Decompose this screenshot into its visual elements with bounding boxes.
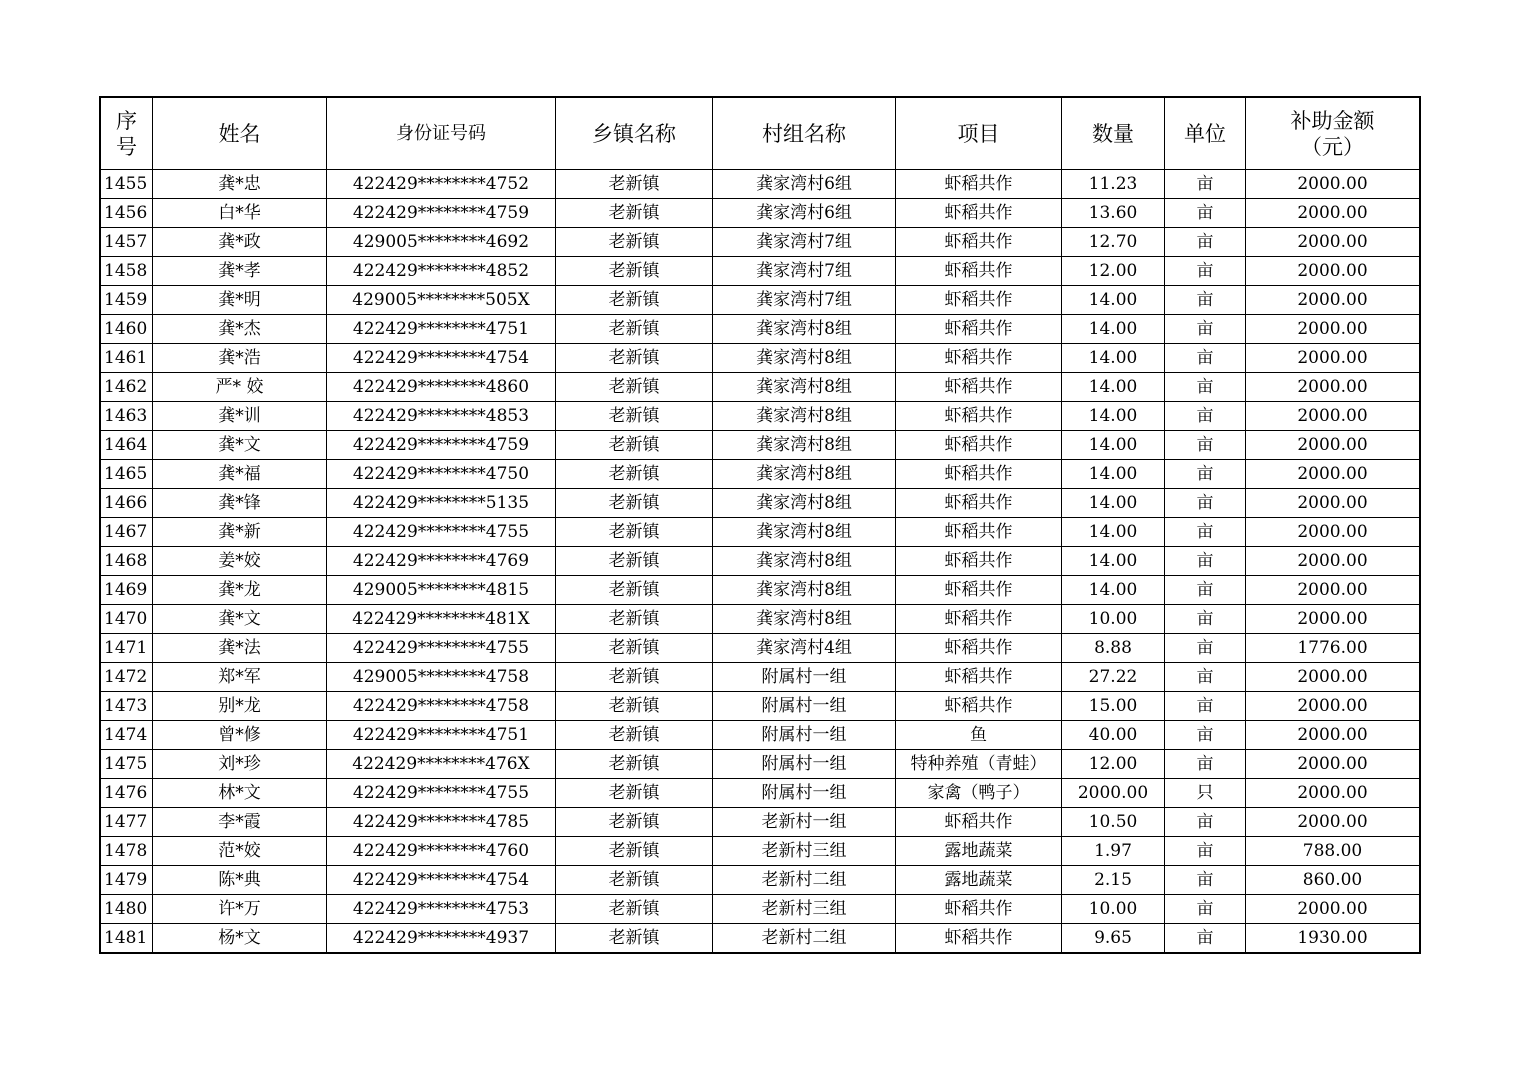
- table-row: [101, 895, 1420, 924]
- township-cell: 老新镇: [556, 373, 713, 402]
- id-number-cell: 422429********4759: [327, 199, 556, 228]
- village-group-cell: 龚家湾村8组: [713, 315, 896, 344]
- village-group-cell: 龚家湾村8组: [713, 431, 896, 460]
- id-number-cell: 422429********4760: [327, 837, 556, 866]
- seq-cell: 1468: [101, 547, 153, 576]
- township-cell: 老新镇: [556, 779, 713, 808]
- table-row: [101, 344, 1420, 373]
- project-cell: 特种养殖（青蛙）: [896, 750, 1062, 779]
- project-cell: 家禽（鸭子）: [896, 779, 1062, 808]
- name-cell: 龚*文: [153, 431, 327, 460]
- table-header: [101, 98, 1420, 170]
- unit-cell: 亩: [1165, 866, 1246, 895]
- table-row: [101, 373, 1420, 402]
- name-cell: 龚*杰: [153, 315, 327, 344]
- village-group-cell: 龚家湾村8组: [713, 605, 896, 634]
- table-row: [101, 692, 1420, 721]
- unit-cell: 亩: [1165, 924, 1246, 953]
- header-id-number: 身份证号码: [327, 98, 556, 170]
- id-number-cell: 422429********4853: [327, 402, 556, 431]
- township-cell: 老新镇: [556, 866, 713, 895]
- id-number-cell: 422429********481X: [327, 605, 556, 634]
- table-row: [101, 489, 1420, 518]
- seq-cell: 1457: [101, 228, 153, 257]
- project-cell: 虾稻共作: [896, 663, 1062, 692]
- project-cell: 虾稻共作: [896, 228, 1062, 257]
- quantity-cell: 14.00: [1062, 344, 1165, 373]
- project-cell: 虾稻共作: [896, 605, 1062, 634]
- amount-cell: 2000.00: [1246, 547, 1420, 576]
- village-group-cell: 龚家湾村7组: [713, 286, 896, 315]
- name-cell: 林*文: [153, 779, 327, 808]
- name-cell: 龚*法: [153, 634, 327, 663]
- quantity-cell: 1.97: [1062, 837, 1165, 866]
- table-row: [101, 750, 1420, 779]
- table-row: [101, 634, 1420, 663]
- seq-cell: 1467: [101, 518, 153, 547]
- village-group-cell: 附属村一组: [713, 750, 896, 779]
- unit-cell: 亩: [1165, 518, 1246, 547]
- id-number-cell: 422429********4754: [327, 866, 556, 895]
- seq-cell: 1458: [101, 257, 153, 286]
- quantity-cell: 11.23: [1062, 170, 1165, 199]
- seq-cell: 1463: [101, 402, 153, 431]
- project-cell: 虾稻共作: [896, 895, 1062, 924]
- village-group-cell: 龚家湾村6组: [713, 170, 896, 199]
- table-row: [101, 547, 1420, 576]
- name-cell: 龚*明: [153, 286, 327, 315]
- quantity-cell: 14.00: [1062, 431, 1165, 460]
- amount-cell: 2000.00: [1246, 199, 1420, 228]
- name-cell: 别*龙: [153, 692, 327, 721]
- table-row: [101, 431, 1420, 460]
- table-row: [101, 286, 1420, 315]
- unit-cell: 亩: [1165, 721, 1246, 750]
- id-number-cell: 422429********4759: [327, 431, 556, 460]
- project-cell: 虾稻共作: [896, 924, 1062, 953]
- name-cell: 范*姣: [153, 837, 327, 866]
- header-row: [101, 98, 1420, 170]
- project-cell: 虾稻共作: [896, 460, 1062, 489]
- table-row: [101, 199, 1420, 228]
- seq-cell: 1456: [101, 199, 153, 228]
- quantity-cell: 2.15: [1062, 866, 1165, 895]
- quantity-cell: 12.70: [1062, 228, 1165, 257]
- village-group-cell: 龚家湾村8组: [713, 518, 896, 547]
- project-cell: 虾稻共作: [896, 170, 1062, 199]
- unit-cell: 亩: [1165, 228, 1246, 257]
- quantity-cell: 27.22: [1062, 663, 1165, 692]
- header-seq-line1: 序: [116, 108, 137, 133]
- township-cell: 老新镇: [556, 808, 713, 837]
- unit-cell: 亩: [1165, 373, 1246, 402]
- quantity-cell: 10.00: [1062, 895, 1165, 924]
- township-cell: 老新镇: [556, 199, 713, 228]
- township-cell: 老新镇: [556, 924, 713, 953]
- township-cell: 老新镇: [556, 518, 713, 547]
- amount-cell: 2000.00: [1246, 576, 1420, 605]
- township-cell: 老新镇: [556, 286, 713, 315]
- unit-cell: 亩: [1165, 663, 1246, 692]
- table-row: [101, 779, 1420, 808]
- seq-cell: 1455: [101, 170, 153, 199]
- id-number-cell: 422429********4753: [327, 895, 556, 924]
- township-cell: 老新镇: [556, 576, 713, 605]
- township-cell: 老新镇: [556, 547, 713, 576]
- amount-cell: 2000.00: [1246, 344, 1420, 373]
- quantity-cell: 14.00: [1062, 373, 1165, 402]
- id-number-cell: 422429********4769: [327, 547, 556, 576]
- village-group-cell: 附属村一组: [713, 692, 896, 721]
- unit-cell: 亩: [1165, 315, 1246, 344]
- quantity-cell: 14.00: [1062, 576, 1165, 605]
- unit-cell: 亩: [1165, 489, 1246, 518]
- name-cell: 姜*姣: [153, 547, 327, 576]
- seq-cell: 1465: [101, 460, 153, 489]
- name-cell: 严* 姣: [153, 373, 327, 402]
- seq-cell: 1475: [101, 750, 153, 779]
- seq-cell: 1469: [101, 576, 153, 605]
- id-number-cell: 429005********4692: [327, 228, 556, 257]
- quantity-cell: 15.00: [1062, 692, 1165, 721]
- header-amount-line1: 补助金额: [1290, 108, 1375, 133]
- quantity-cell: 2000.00: [1062, 779, 1165, 808]
- name-cell: 龚*孝: [153, 257, 327, 286]
- table-row: [101, 170, 1420, 199]
- township-cell: 老新镇: [556, 750, 713, 779]
- name-cell: 刘*珍: [153, 750, 327, 779]
- unit-cell: 亩: [1165, 576, 1246, 605]
- amount-cell: 1776.00: [1246, 634, 1420, 663]
- township-cell: 老新镇: [556, 431, 713, 460]
- seq-cell: 1464: [101, 431, 153, 460]
- amount-cell: 860.00: [1246, 866, 1420, 895]
- amount-cell: 788.00: [1246, 837, 1420, 866]
- subsidy-table: [100, 97, 1420, 953]
- name-cell: 龚*政: [153, 228, 327, 257]
- header-project: 项目: [896, 98, 1062, 170]
- amount-cell: 2000.00: [1246, 373, 1420, 402]
- amount-cell: 2000.00: [1246, 750, 1420, 779]
- project-cell: 露地蔬菜: [896, 866, 1062, 895]
- quantity-cell: 14.00: [1062, 489, 1165, 518]
- table-row: [101, 837, 1420, 866]
- header-village-group: 村组名称: [713, 98, 896, 170]
- seq-cell: 1473: [101, 692, 153, 721]
- seq-cell: 1460: [101, 315, 153, 344]
- project-cell: 虾稻共作: [896, 344, 1062, 373]
- township-cell: 老新镇: [556, 837, 713, 866]
- project-cell: 虾稻共作: [896, 315, 1062, 344]
- township-cell: 老新镇: [556, 170, 713, 199]
- id-number-cell: 422429********4755: [327, 634, 556, 663]
- header-name: 姓名: [153, 98, 327, 170]
- amount-cell: 1930.00: [1246, 924, 1420, 953]
- quantity-cell: 14.00: [1062, 315, 1165, 344]
- township-cell: 老新镇: [556, 402, 713, 431]
- project-cell: 虾稻共作: [896, 576, 1062, 605]
- table-row: [101, 924, 1420, 953]
- project-cell: 虾稻共作: [896, 692, 1062, 721]
- table-row: [101, 663, 1420, 692]
- table-row: [101, 518, 1420, 547]
- township-cell: 老新镇: [556, 344, 713, 373]
- id-number-cell: 422429********4860: [327, 373, 556, 402]
- amount-cell: 2000.00: [1246, 228, 1420, 257]
- seq-cell: 1470: [101, 605, 153, 634]
- id-number-cell: 422429********4755: [327, 518, 556, 547]
- id-number-cell: 422429********4751: [327, 315, 556, 344]
- amount-cell: 2000.00: [1246, 170, 1420, 199]
- seq-cell: 1476: [101, 779, 153, 808]
- table-row: [101, 866, 1420, 895]
- project-cell: 虾稻共作: [896, 402, 1062, 431]
- id-number-cell: 422429********4785: [327, 808, 556, 837]
- village-group-cell: 老新村一组: [713, 808, 896, 837]
- amount-cell: 2000.00: [1246, 286, 1420, 315]
- project-cell: 露地蔬菜: [896, 837, 1062, 866]
- name-cell: 龚*文: [153, 605, 327, 634]
- table-row: [101, 605, 1420, 634]
- table-row: [101, 808, 1420, 837]
- seq-cell: 1474: [101, 721, 153, 750]
- quantity-cell: 10.50: [1062, 808, 1165, 837]
- village-group-cell: 老新村三组: [713, 837, 896, 866]
- header-amount-line2: （元）: [1301, 134, 1364, 159]
- unit-cell: 亩: [1165, 837, 1246, 866]
- unit-cell: 亩: [1165, 402, 1246, 431]
- township-cell: 老新镇: [556, 634, 713, 663]
- quantity-cell: 14.00: [1062, 518, 1165, 547]
- amount-cell: 2000.00: [1246, 257, 1420, 286]
- name-cell: 龚*训: [153, 402, 327, 431]
- village-group-cell: 龚家湾村4组: [713, 634, 896, 663]
- unit-cell: 亩: [1165, 344, 1246, 373]
- village-group-cell: 龚家湾村8组: [713, 460, 896, 489]
- id-number-cell: 429005********4758: [327, 663, 556, 692]
- table-row: [101, 315, 1420, 344]
- name-cell: 龚*福: [153, 460, 327, 489]
- township-cell: 老新镇: [556, 721, 713, 750]
- village-group-cell: 龚家湾村8组: [713, 402, 896, 431]
- amount-cell: 2000.00: [1246, 431, 1420, 460]
- township-cell: 老新镇: [556, 895, 713, 924]
- seq-cell: 1479: [101, 866, 153, 895]
- amount-cell: 2000.00: [1246, 489, 1420, 518]
- table-row: [101, 576, 1420, 605]
- table-row: [101, 257, 1420, 286]
- quantity-cell: 10.00: [1062, 605, 1165, 634]
- township-cell: 老新镇: [556, 228, 713, 257]
- unit-cell: 亩: [1165, 460, 1246, 489]
- seq-cell: 1471: [101, 634, 153, 663]
- name-cell: 曾*修: [153, 721, 327, 750]
- township-cell: 老新镇: [556, 692, 713, 721]
- id-number-cell: 422429********4750: [327, 460, 556, 489]
- project-cell: 虾稻共作: [896, 286, 1062, 315]
- header-seq-line2: 号: [116, 134, 137, 159]
- name-cell: 李*霞: [153, 808, 327, 837]
- village-group-cell: 龚家湾村7组: [713, 228, 896, 257]
- unit-cell: 亩: [1165, 257, 1246, 286]
- header-seq: [101, 98, 153, 170]
- project-cell: 虾稻共作: [896, 518, 1062, 547]
- seq-cell: 1481: [101, 924, 153, 953]
- village-group-cell: 龚家湾村7组: [713, 257, 896, 286]
- village-group-cell: 龚家湾村8组: [713, 489, 896, 518]
- name-cell: 龚*新: [153, 518, 327, 547]
- quantity-cell: 14.00: [1062, 547, 1165, 576]
- id-number-cell: 422429********4758: [327, 692, 556, 721]
- id-number-cell: 422429********4752: [327, 170, 556, 199]
- quantity-cell: 14.00: [1062, 460, 1165, 489]
- amount-cell: 2000.00: [1246, 315, 1420, 344]
- quantity-cell: 14.00: [1062, 286, 1165, 315]
- amount-cell: 2000.00: [1246, 663, 1420, 692]
- unit-cell: 亩: [1165, 605, 1246, 634]
- id-number-cell: 429005********505X: [327, 286, 556, 315]
- quantity-cell: 14.00: [1062, 402, 1165, 431]
- seq-cell: 1480: [101, 895, 153, 924]
- quantity-cell: 12.00: [1062, 750, 1165, 779]
- township-cell: 老新镇: [556, 257, 713, 286]
- header-amount: [1246, 98, 1420, 170]
- seq-cell: 1462: [101, 373, 153, 402]
- table-row: [101, 402, 1420, 431]
- project-cell: 虾稻共作: [896, 808, 1062, 837]
- project-cell: 虾稻共作: [896, 489, 1062, 518]
- quantity-cell: 12.00: [1062, 257, 1165, 286]
- name-cell: 杨*文: [153, 924, 327, 953]
- amount-cell: 2000.00: [1246, 402, 1420, 431]
- table-body: [101, 170, 1420, 953]
- village-group-cell: 老新村二组: [713, 924, 896, 953]
- quantity-cell: 13.60: [1062, 199, 1165, 228]
- village-group-cell: 龚家湾村8组: [713, 547, 896, 576]
- village-group-cell: 老新村三组: [713, 895, 896, 924]
- id-number-cell: 422429********4937: [327, 924, 556, 953]
- name-cell: 龚*龙: [153, 576, 327, 605]
- quantity-cell: 8.88: [1062, 634, 1165, 663]
- name-cell: 龚*浩: [153, 344, 327, 373]
- header-quantity: 数量: [1062, 98, 1165, 170]
- project-cell: 鱼: [896, 721, 1062, 750]
- header-unit: 单位: [1165, 98, 1246, 170]
- village-group-cell: 龚家湾村6组: [713, 199, 896, 228]
- unit-cell: 亩: [1165, 692, 1246, 721]
- id-number-cell: 422429********4852: [327, 257, 556, 286]
- amount-cell: 2000.00: [1246, 721, 1420, 750]
- id-number-cell: 422429********4754: [327, 344, 556, 373]
- project-cell: 虾稻共作: [896, 431, 1062, 460]
- township-cell: 老新镇: [556, 489, 713, 518]
- unit-cell: 亩: [1165, 431, 1246, 460]
- id-number-cell: 429005********4815: [327, 576, 556, 605]
- id-number-cell: 422429********4751: [327, 721, 556, 750]
- id-number-cell: 422429********476X: [327, 750, 556, 779]
- unit-cell: 亩: [1165, 170, 1246, 199]
- village-group-cell: 老新村二组: [713, 866, 896, 895]
- project-cell: 虾稻共作: [896, 199, 1062, 228]
- seq-cell: 1477: [101, 808, 153, 837]
- quantity-cell: 9.65: [1062, 924, 1165, 953]
- unit-cell: 亩: [1165, 286, 1246, 315]
- village-group-cell: 龚家湾村8组: [713, 576, 896, 605]
- amount-cell: 2000.00: [1246, 460, 1420, 489]
- unit-cell: 亩: [1165, 547, 1246, 576]
- name-cell: 白*华: [153, 199, 327, 228]
- project-cell: 虾稻共作: [896, 547, 1062, 576]
- seq-cell: 1466: [101, 489, 153, 518]
- seq-cell: 1478: [101, 837, 153, 866]
- header-township: 乡镇名称: [556, 98, 713, 170]
- village-group-cell: 附属村一组: [713, 721, 896, 750]
- township-cell: 老新镇: [556, 605, 713, 634]
- village-group-cell: 附属村一组: [713, 663, 896, 692]
- township-cell: 老新镇: [556, 315, 713, 344]
- name-cell: 龚*忠: [153, 170, 327, 199]
- id-number-cell: 422429********5135: [327, 489, 556, 518]
- amount-cell: 2000.00: [1246, 808, 1420, 837]
- project-cell: 虾稻共作: [896, 257, 1062, 286]
- amount-cell: 2000.00: [1246, 518, 1420, 547]
- name-cell: 陈*典: [153, 866, 327, 895]
- village-group-cell: 附属村一组: [713, 779, 896, 808]
- unit-cell: 亩: [1165, 750, 1246, 779]
- unit-cell: 亩: [1165, 634, 1246, 663]
- project-cell: 虾稻共作: [896, 373, 1062, 402]
- amount-cell: 2000.00: [1246, 692, 1420, 721]
- seq-cell: 1472: [101, 663, 153, 692]
- table-row: [101, 721, 1420, 750]
- seq-cell: 1461: [101, 344, 153, 373]
- quantity-cell: 40.00: [1062, 721, 1165, 750]
- name-cell: 郑*军: [153, 663, 327, 692]
- unit-cell: 只: [1165, 779, 1246, 808]
- unit-cell: 亩: [1165, 808, 1246, 837]
- village-group-cell: 龚家湾村8组: [713, 344, 896, 373]
- name-cell: 龚*锋: [153, 489, 327, 518]
- unit-cell: 亩: [1165, 895, 1246, 924]
- amount-cell: 2000.00: [1246, 779, 1420, 808]
- table-row: [101, 460, 1420, 489]
- name-cell: 许*万: [153, 895, 327, 924]
- township-cell: 老新镇: [556, 460, 713, 489]
- amount-cell: 2000.00: [1246, 605, 1420, 634]
- table-row: [101, 228, 1420, 257]
- village-group-cell: 龚家湾村8组: [713, 373, 896, 402]
- id-number-cell: 422429********4755: [327, 779, 556, 808]
- project-cell: 虾稻共作: [896, 634, 1062, 663]
- unit-cell: 亩: [1165, 199, 1246, 228]
- amount-cell: 2000.00: [1246, 895, 1420, 924]
- seq-cell: 1459: [101, 286, 153, 315]
- township-cell: 老新镇: [556, 663, 713, 692]
